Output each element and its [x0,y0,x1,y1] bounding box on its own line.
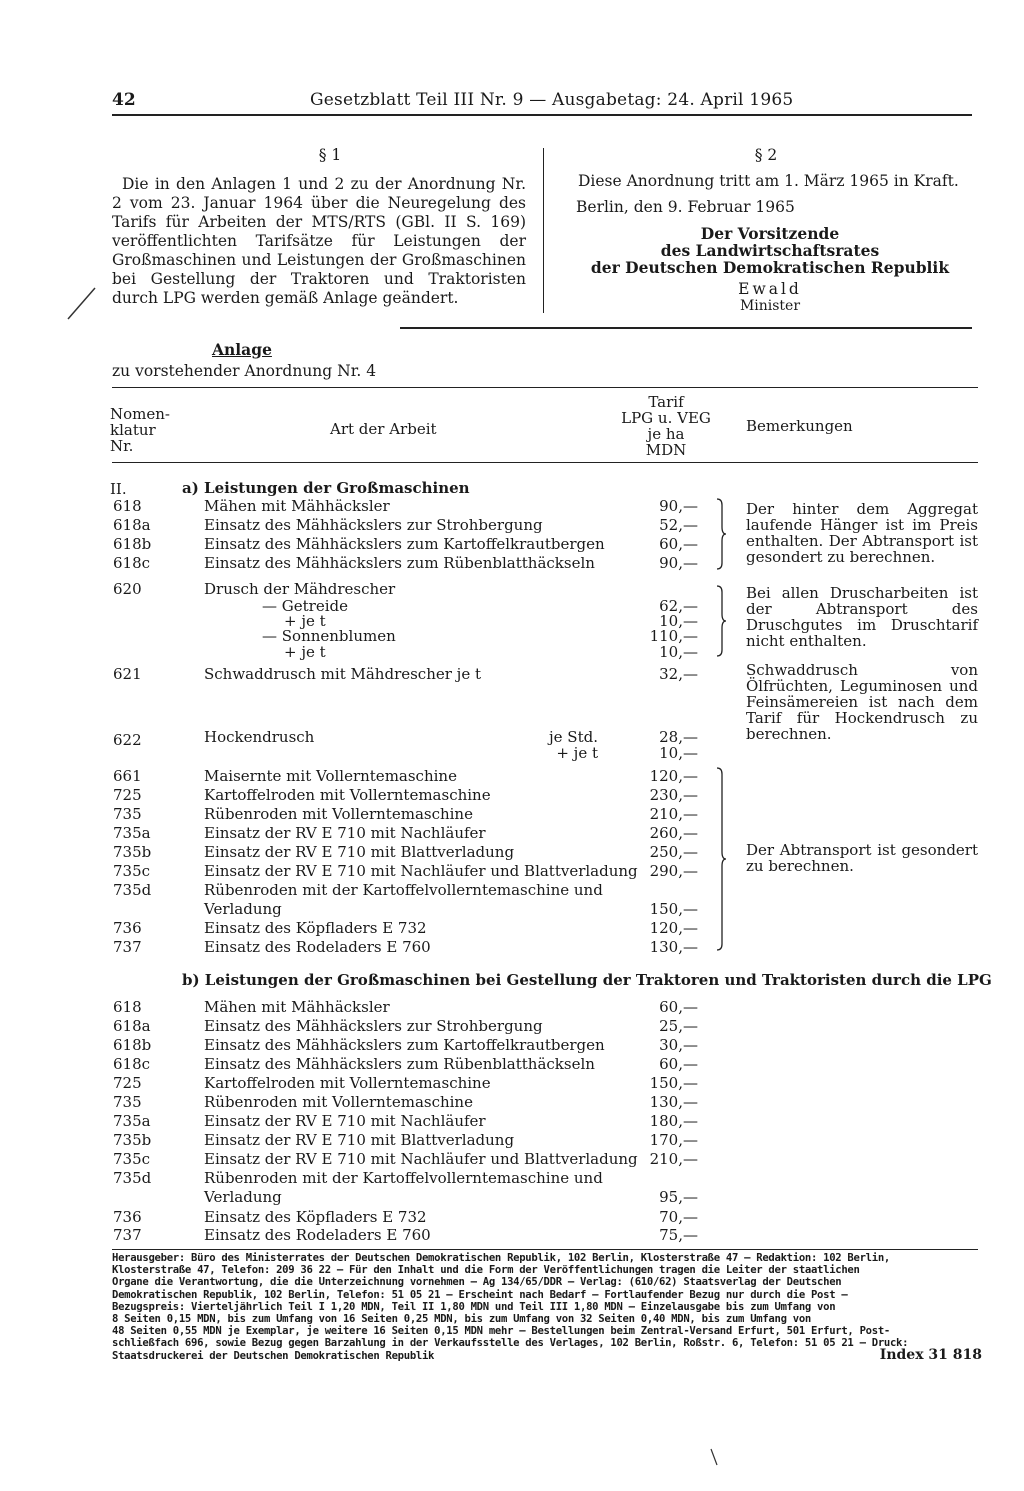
section2-text: Diese Anordnung tritt am 1. März 1965 in Kraft. [578,172,959,190]
pen-mark-icon [60,285,100,325]
header-bemerkungen: Bemerkungen [746,417,853,435]
page-title: Gesetzblatt Teil III Nr. 9 — Ausgabetag: 24. April 1965 [310,90,794,110]
signatory-line-3: der Deutschen Demokratischen Republik [590,258,950,277]
column-divider [543,148,544,313]
anlage-rule [400,327,972,329]
footer-rule [112,1249,978,1250]
section-a-prefix: II. [110,480,127,498]
header-tarif: Tarif LPG u. VEG je ha MDN [621,393,711,459]
index-number: Index 31 818 [879,1346,982,1363]
section1-text: Die in den Anlagen 1 und 2 zu der Anordnung Nr. 2 vom 23. Januar 1964 über die Neuregelung des Tarifs für Arbeiten der MTS/RTS (GBl. II S. 169) veröffentlichten Tarifsätze für Leistungen der Großmaschinen und Leistungen der Großmaschinen bei Gestellung der Traktoren und Traktoristen durch LPG werden gemäß Anlage geändert. [112,175,526,307]
header-nomenklatur: Nomen- klatur Nr. [110,405,170,455]
anlage-title: Anlage [212,340,272,359]
table-header-rule [112,462,978,463]
header-rule [112,114,972,116]
remark-1: Der hinter dem Aggregat laufende Hänger ist im Preis enthalten. Der Abtransport ist gesondert zu berechnen. [746,500,978,566]
signatory-name: Ewald [738,280,802,298]
signatory-line-2: des Landwirtschaftsrates [660,241,880,260]
section-a-title: a) Leistungen der Großmaschinen [182,479,470,497]
section2-place-date: Berlin, den 9. Februar 1965 [576,198,795,216]
signatory-role: Minister [739,298,801,314]
remark-4: Der Abtransport ist gesondert zu berechnen. [746,841,978,875]
remark-2: Bei allen Druscharbeiten ist der Abtransport des Druschgutes im Druschtarif nicht enthalten. [746,584,978,650]
page-number: 42 [112,90,136,110]
brace-icon [714,584,728,658]
header-art: Art der Arbeit [330,420,437,438]
printer-line: Staatsdruckerei der Deutschen Demokratischen Republik [112,1349,435,1362]
scan-mark-icon [705,1445,725,1475]
section1-heading: § 1 [318,146,342,164]
signatory-line-1: Der Vorsitzende [700,224,840,243]
remark-3: Schwaddrusch von Ölfrüchten, Leguminosen und Feinsämereien ist nach dem Tarif für Hockendrusch zu berechnen. [746,661,978,743]
table-top-rule [112,387,978,388]
publisher-imprint: Herausgeber: Büro des Ministerrates der Deutschen Demokratischen Republik, 102 Berlin, Klosterstraße 47 – Redaktion: 102 Berlin, Klosterstraße 47, Telefon: 209 36 22 – Für den Inhalt und die Form der Veröffentlichungen tragen die Leiter der staatlichen Organe die Verantwortung, die die Unterzeichnung vornehmen – Ag 134/65/DDR – Verlag: (610/62) Staatsverlag der Deutschen Demokratischen Republik, 102 Berlin, Telefon: 51 05 21 – Erscheint nach Bedarf – Fortlaufender Bezug nur durch die Post – Bezugspreis: Vierteljährlich Teil I 1,20 MDN, Teil II 1,80 MDN und Teil III 1,80 MDN – Einzelausgabe bis zum Umfang von 8 Seiten 0,15 MDN, bis zum Umfang von 16 Seiten 0,25 MDN, bis zum Umfang von 32 Seiten 0,40 MDN, bis zum Umfang von 48 Seiten 0,55 MDN je Exemplar, je weitere 16 Seiten 0,15 MDN mehr – Bestellungen beim Zentral-Versand Erfurt, 501 Erfurt, Post- schließfach 696, sowie Bezug gegen Barzahlung in der Verkaufsstelle des Verlages, 102 Berlin, Roßstr. 6, Telefon: 51 05 21 – Druck: Staatsdruckerei der Deutschen Demokratischen Republik Index 31 818 [112,1252,982,1363]
section-b-title: b) Leistungen der Großmaschinen bei Gestellung der Traktoren und Traktoristen durch die LPG [182,971,992,989]
brace-icon [714,766,728,952]
section2-heading: § 2 [754,146,778,164]
brace-icon [714,497,728,571]
anlage-subtitle: zu vorstehender Anordnung Nr. 4 [112,362,377,380]
